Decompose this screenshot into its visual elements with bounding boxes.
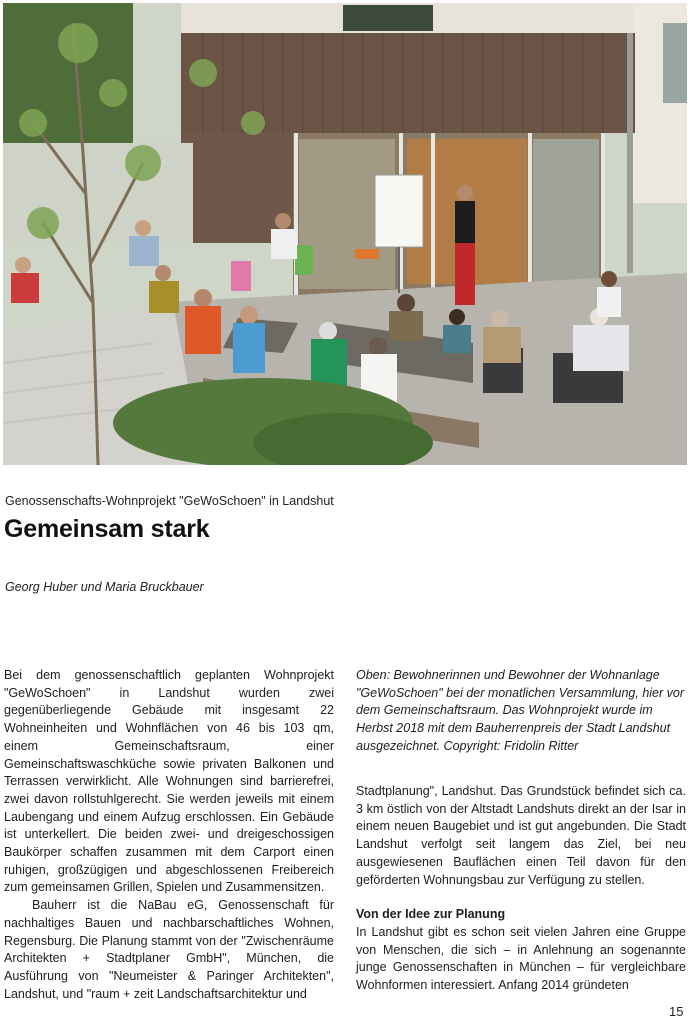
flipchart xyxy=(375,175,423,247)
photo-illustration xyxy=(3,3,687,465)
right-column xyxy=(356,783,686,995)
body-paragraph-4: In Landshut gibt es schon seit vielen Jahren eine Gruppe von Menschen, die sich – in Anlehnung an sogenannte junge Genossenschaften in München – für vergleichbare Wohnformen interessiert. Anfang 2014 gründeten xyxy=(356,924,686,993)
upper-window xyxy=(343,5,433,31)
green-chair xyxy=(295,245,313,275)
neighbour-window xyxy=(663,23,687,103)
page-number: 15 xyxy=(669,1004,684,1019)
drain-pipe xyxy=(627,33,633,273)
speaker-trousers xyxy=(455,243,475,305)
upper-storey xyxy=(181,3,687,33)
pink-chair xyxy=(231,261,251,291)
glass-pane-right xyxy=(533,139,599,289)
article-photo xyxy=(3,3,687,465)
wooden-side-wall xyxy=(181,133,293,243)
orange-chair xyxy=(355,249,379,259)
body-paragraph-2: Bauherr ist die NaBau eG, Genossenschaft für nachhaltiges Bauen und nachbarschaftliches Wohnen, Regensburg. Die Planung stammt von der "Zwischenräume Architekten + Stadtplaner GmbH", München, die Ausführung von "Neumeister & Paringer Architekten", Landshut, und "raum + zeit Landschaftsarchitektur und xyxy=(4,898,334,1001)
article-kicker: Genossenschafts-Wohnprojekt "GeWoSchoen" in Landshut xyxy=(5,494,334,508)
speaker-shirt xyxy=(455,201,475,243)
article-authors: Georg Huber und Maria Bruckbauer xyxy=(5,580,204,594)
body-paragraph-1: Bei dem genossenschaftlich geplanten Wohnprojekt "GeWoSchoen" in Landshut wurden zwei gegenüberliegende Gebäude mit insgesamt 22 Wohneinheiten und Wohnflächen von 46 bis 103 qm, einem Gemeinschaftsraum, einer Gemeinschaftswaschküche sowie privaten Balkonen und Terrassen verwirklicht. Alle Wohnungen sind barrierefrei, zwei davon rollstuhlgerecht. Sie werden jeweils mit einem Laubengang und einem Aufzug erschlossen. Ein Gebäude ist unterkellert. Die beiden zwei- und dreigeschossigen Baukörper schaffen zusammen mit dem Carport einen ruhigen, großzügigen und abgeschlossenen Freibereich zum gemeinsamen Grillen, Spielen und Zusammensitzen. xyxy=(4,668,334,895)
article-title: Gemeinsam stark xyxy=(4,515,210,543)
left-column xyxy=(4,667,334,1003)
section-heading: Von der Idee zur Planung xyxy=(356,907,506,922)
speaker-head xyxy=(457,185,473,201)
photo-caption: Oben: Bewohnerinnen und Bewohner der Wohnanlage "GeWoSchoen" bei der monatlichen Versammlung, hier vor dem Gemeinschaftsraum. Das Wohnprojekt wurde im Herbst 2018 mit dem Bauherrenpreis der Stadt Landshut ausgezeichnet. Copyright: Fridolin Ritter xyxy=(356,668,685,753)
body-paragraph-3: Stadtplanung", Landshut. Das Grundstück befindet sich ca. 3 km östlich von der Altstadt Landshuts direkt an der Isar in einem neuen Baugebiet und ist gut angebunden. Die Stadt Landshut verfolgt seit langem das Ziel, bei neu ausgewiesenen Bauflächen einen Teil davon für den geförderten Wohnungsbau zur Verfügung zu stellen. xyxy=(356,784,686,887)
